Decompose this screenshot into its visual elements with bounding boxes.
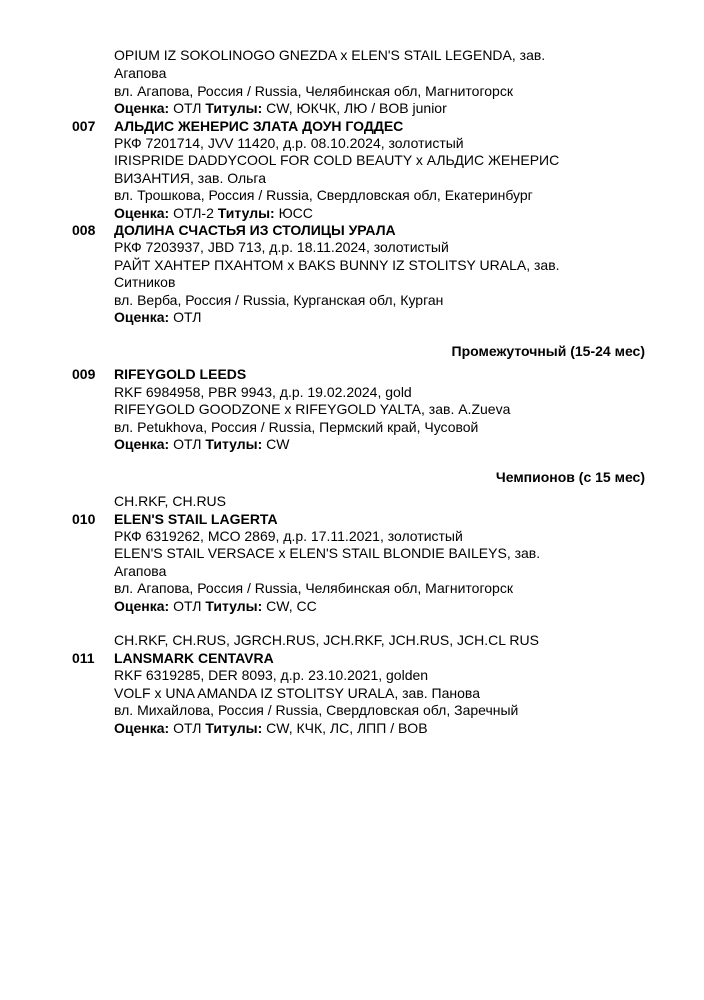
- grade-value: ОТЛ-2: [173, 205, 214, 221]
- grade-label: Оценка:: [114, 598, 170, 614]
- grade-value: ОТЛ: [173, 436, 202, 452]
- grade-value: ОТЛ: [173, 720, 202, 736]
- entry-number: 008: [72, 222, 96, 238]
- entry-owner: вл. Petukhova, Россия / Russia, Пермский край, Чусовой: [114, 419, 479, 435]
- grade-label: Оценка:: [114, 205, 170, 221]
- grade-label: Оценка:: [114, 720, 170, 736]
- titles-value: ЮСС: [278, 205, 313, 221]
- entry-reg: РКФ 7203937, JBD 713, д.р. 18.11.2024, золотистый: [114, 239, 449, 255]
- entry-name: АЛЬДИС ЖЕНЕРИС ЗЛАТА ДОУН ГОДДЕС: [114, 118, 404, 134]
- entry-name: LANSMARK CENTAVRA: [114, 650, 274, 666]
- entry-parents: VOLF x UNA AMANDA IZ STOLITSY URALA, зав. Панова: [114, 685, 480, 701]
- grade-label: Оценка:: [114, 100, 170, 116]
- grade-label: Оценка:: [114, 436, 170, 452]
- entry-parents: IRISPRIDE DADDYCOOL FOR COLD BEAUTY x АЛЬДИС ЖЕНЕРИС: [114, 152, 560, 168]
- titles-label: Титулы:: [205, 100, 263, 116]
- entry-number: 007: [72, 118, 96, 134]
- grade-value: ОТЛ: [173, 309, 202, 325]
- entry-parents: ELEN'S STAIL VERSACE x ELEN'S STAIL BLONDIE BAILEYS, зав.: [114, 545, 541, 561]
- entry-owner: вл. Верба, Россия / Russia, Курганская обл, Курган: [114, 292, 444, 308]
- titles-label: Титулы:: [205, 598, 263, 614]
- entry-grade-line: [114, 205, 313, 222]
- entry-champion-titles: CH.RKF, CH.RUS, JGRCH.RUS, JCH.RKF, JCH.RUS, JCH.CL RUS: [114, 632, 539, 648]
- titles-label: Титулы:: [217, 205, 275, 221]
- entry-grade-line: [114, 309, 201, 326]
- entry-reg: РКФ 7201714, JVV 11420, д.р. 08.10.2024, золотистый: [114, 135, 464, 151]
- grade-value: ОТЛ: [173, 598, 202, 614]
- entry-champion-titles: CH.RKF, CH.RUS: [114, 493, 227, 509]
- titles-value: CW, ЮКЧК, ЛЮ / BOB junior: [266, 100, 447, 116]
- entry-parents: OPIUM IZ SOKOLINOGO GNEZDA x ELEN'S STAIL LEGENDA, зав.: [114, 47, 546, 63]
- entry-owner: вл. Агапова, Россия / Russia, Челябинская обл, Магнитогорск: [114, 580, 513, 596]
- entry-grade-line: [114, 598, 317, 615]
- entry-owner: вл. Трошкова, Россия / Russia, Свердловская обл, Екатеринбург: [114, 187, 533, 203]
- entry-parents-cont: ВИЗАНТИЯ, зав. Ольга: [114, 170, 267, 186]
- entry-parents: RIFEYGOLD GOODZONE x RIFEYGOLD YALTA, зав. A.Zueva: [114, 401, 511, 417]
- entry-grade-line: [114, 100, 447, 117]
- section-heading-intermediate: Промежуточный (15-24 мес): [451, 343, 645, 359]
- entry-grade-line: [114, 436, 289, 453]
- titles-label: Титулы:: [205, 436, 263, 452]
- entry-owner: вл. Агапова, Россия / Russia, Челябинская обл, Магнитогорск: [114, 83, 513, 99]
- entry-parents-cont: Ситников: [114, 274, 176, 290]
- entry-parents: РАЙТ ХАНТЕР ПХАНТОМ x BAKS BUNNY IZ STOLITSY URALA, зав.: [114, 257, 560, 273]
- entry-name: ELEN'S STAIL LAGERTA: [114, 511, 278, 527]
- entry-breeder: Агапова: [114, 65, 167, 81]
- entry-name: RIFEYGOLD LEEDS: [114, 366, 247, 382]
- grade-label: Оценка:: [114, 309, 170, 325]
- entry-reg: РКФ 6319262, MCO 2869, д.р. 17.11.2021, золотистый: [114, 528, 463, 544]
- entry-number: 011: [72, 650, 95, 666]
- entry-number: 010: [72, 511, 96, 527]
- titles-label: Титулы:: [205, 720, 263, 736]
- entry-reg: RKF 6984958, PBR 9943, д.р. 19.02.2024, gold: [114, 384, 412, 400]
- entry-parents-cont: Агапова: [114, 563, 167, 579]
- entry-number: 009: [72, 366, 96, 382]
- titles-value: CW, CC: [266, 598, 317, 614]
- titles-value: CW, КЧК, ЛС, ЛПП / BOB: [266, 720, 428, 736]
- titles-value: CW: [266, 436, 290, 452]
- entry-owner: вл. Михайлова, Россия / Russia, Свердловская обл, Заречный: [114, 702, 519, 718]
- entry-reg: RKF 6319285, DER 8093, д.р. 23.10.2021, golden: [114, 667, 429, 683]
- entry-grade-line: [114, 720, 428, 737]
- section-heading-champion: Чемпионов (с 15 мес): [495, 469, 645, 485]
- entry-name: ДОЛИНА СЧАСТЬЯ ИЗ СТОЛИЦЫ УРАЛА: [114, 222, 396, 238]
- grade-value: ОТЛ: [173, 100, 202, 116]
